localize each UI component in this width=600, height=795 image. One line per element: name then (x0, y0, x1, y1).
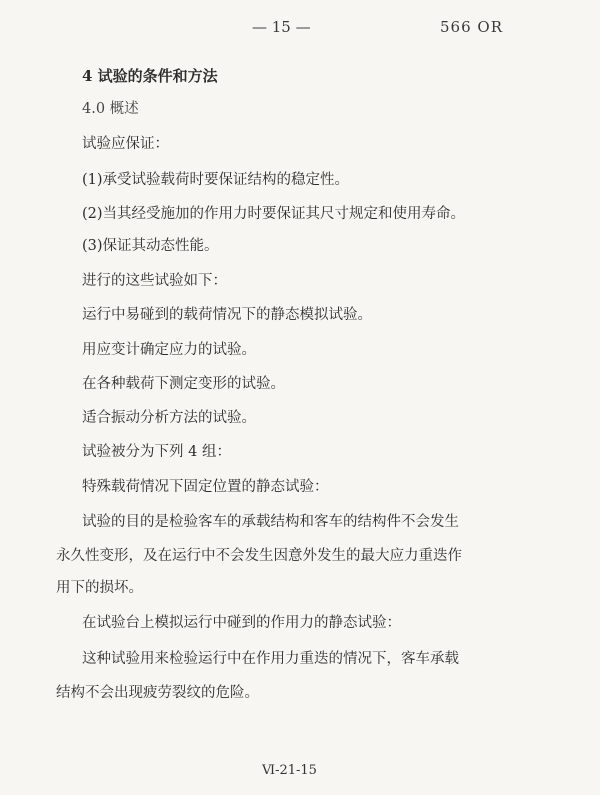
section-title: 4 试验的条件和方法 (82, 67, 218, 85)
paragraph-line: 适合振动分析方法的试验。 (82, 410, 256, 426)
paragraph-line: 用应变计确定应力的试验。 (82, 342, 256, 358)
paragraph-line: 永久性变形，及在运行中不会发生因意外发生的最大应力重迭作 (56, 548, 462, 564)
paragraph-line: 试验被分为下列 4 组： (82, 444, 231, 460)
paragraph-line: 在各种载荷下测定变形的试验。 (82, 376, 285, 392)
paragraph-line: 运行中易碰到的载荷情况下的静态模拟试验。 (82, 307, 372, 323)
paragraph-line: (3)保证其动态性能。 (82, 238, 219, 254)
paragraph-line: 进行的这些试验如下： (82, 273, 227, 289)
paragraph-line-indented: 试验的目的是检验客车的承载结构和客车的结构件不会发生 (82, 514, 459, 530)
subsection-title: 4.0 概述 (82, 101, 139, 117)
paragraph-line: (2)当其经受施加的作用力时要保证其尺寸规定和使用寿命。 (82, 206, 466, 222)
header-page-number: — 15 — (252, 18, 311, 36)
paragraph-line: 结构不会出现疲劳裂纹的危险。 (56, 685, 259, 701)
paragraph-line: (1)承受试验载荷时要保证结构的稳定性。 (82, 172, 350, 188)
paragraph-line: 试验应保证： (82, 136, 169, 152)
header-document-code: 566 OR (440, 18, 503, 36)
paragraph-line-indented: 这种试验用来检验运行中在作用力重迭的情况下，客车承载 (82, 651, 459, 667)
paragraph-line: 在试验台上模拟运行中碰到的作用力的静态试验： (82, 615, 401, 631)
paragraph-line: 用下的损坏。 (56, 580, 143, 596)
paragraph-line: 特殊载荷情况下固定位置的静态试验： (82, 479, 329, 495)
footer-page-label: Ⅵ-21-15 (262, 763, 317, 778)
